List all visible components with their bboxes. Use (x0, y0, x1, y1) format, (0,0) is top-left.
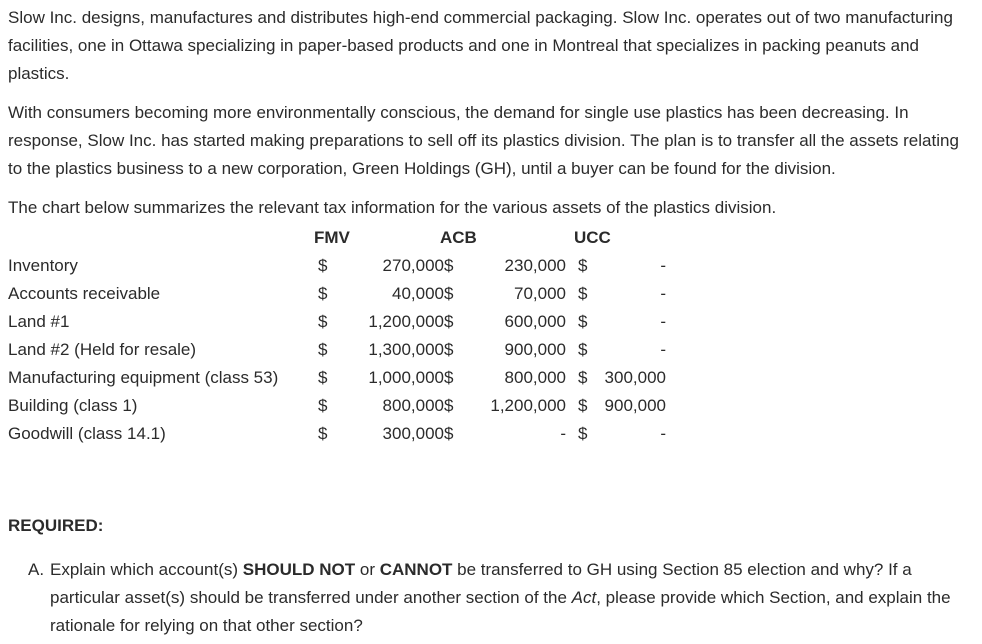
question-act-reference: Act (571, 588, 597, 607)
currency-symbol: $ (578, 284, 588, 303)
currency-symbol: $ (444, 340, 454, 359)
currency-symbol: $ (578, 256, 588, 275)
currency-symbol: $ (444, 312, 454, 331)
acb-value: 70,000 (514, 284, 566, 303)
fmv-value: 1,300,000 (368, 340, 444, 359)
row-label: Inventory (8, 256, 78, 275)
question-text-part: Explain which account(s) (50, 560, 243, 579)
table-row (8, 308, 688, 336)
ucc-value: - (660, 256, 666, 275)
currency-symbol: $ (578, 340, 588, 359)
table-row (8, 336, 688, 364)
ucc-value: - (660, 284, 666, 303)
header-fmv: FMV (314, 228, 350, 247)
ucc-value: 300,000 (604, 368, 666, 387)
question-letter: A. (28, 560, 45, 579)
ucc-value: - (660, 312, 666, 331)
context-paragraph: With consumers becoming more environmentally conscious, the demand for single use plastics has been decreasing. In response, Slow Inc. has started making preparations to sell off its plastics division. The plan is to transfer all the assets relating to the plastics business to a new corporation, Green Holdings (GH), until a buyer can be found for the division. (8, 103, 959, 178)
row-label: Goodwill (class 14.1) (8, 424, 166, 443)
ucc-value: 900,000 (604, 396, 666, 415)
intro-paragraph: Slow Inc. designs, manufactures and distributes high-end commercial packaging. Slow Inc. operates out of two manufacturing facilities, one in Ottawa specializing in paper-based products and one in Montreal that specializes in packing peanuts and plastics. (8, 8, 953, 83)
table-row (8, 420, 688, 448)
fmv-value: 800,000 (382, 396, 444, 415)
required-heading: REQUIRED: (8, 516, 104, 535)
header-ucc: UCC (574, 228, 611, 247)
table-row (8, 252, 688, 280)
row-label: Land #2 (Held for resale) (8, 340, 197, 359)
question-text-part: , please provide which Section, and explain the rationale for relying on that other section? (50, 588, 951, 635)
currency-symbol: $ (578, 396, 588, 415)
fmv-value: 1,200,000 (368, 312, 444, 331)
currency-symbol: $ (318, 312, 328, 331)
currency-symbol: $ (318, 256, 328, 275)
fmv-value: 270,000 (382, 256, 444, 275)
currency-symbol: $ (578, 368, 588, 387)
acb-value: 800,000 (504, 368, 566, 387)
currency-symbol: $ (578, 312, 588, 331)
currency-symbol: $ (318, 284, 328, 303)
question-text (50, 556, 978, 640)
question-text-part: be transferred to GH using Section 85 election and why? If a particular asset(s) should be transferred under another section of the (50, 560, 912, 607)
acb-value: 900,000 (504, 340, 566, 359)
question-a (28, 556, 978, 640)
question-text-part: or (355, 560, 380, 579)
ucc-value: - (660, 424, 666, 443)
table-row (8, 392, 688, 420)
row-label: Manufacturing equipment (class 53) (8, 368, 279, 387)
table-row (8, 364, 688, 392)
currency-symbol: $ (444, 424, 454, 443)
currency-symbol: $ (318, 340, 328, 359)
row-label: Land #1 (8, 312, 70, 331)
currency-symbol: $ (318, 368, 328, 387)
acb-value: 230,000 (504, 256, 566, 275)
header-acb: ACB (440, 228, 477, 247)
row-label: Accounts receivable (8, 284, 161, 303)
question-emphasis-should-not: SHOULD NOT (242, 560, 356, 579)
currency-symbol: $ (444, 396, 454, 415)
currency-symbol: $ (444, 256, 454, 275)
fmv-value: 40,000 (392, 284, 444, 303)
question-emphasis-cannot: CANNOT (379, 560, 453, 579)
fmv-value: 1,000,000 (368, 368, 444, 387)
currency-symbol: $ (318, 396, 328, 415)
row-label: Building (class 1) (8, 396, 138, 415)
currency-symbol: $ (318, 424, 328, 443)
currency-symbol: $ (444, 368, 454, 387)
currency-symbol: $ (578, 424, 588, 443)
acb-value: - (560, 424, 566, 443)
currency-symbol: $ (444, 284, 454, 303)
acb-value: 1,200,000 (490, 396, 566, 415)
table-row (8, 280, 688, 308)
chart-intro-paragraph: The chart below summarizes the relevant tax information for the various assets of the plastics division. (8, 198, 777, 217)
acb-value: 600,000 (504, 312, 566, 331)
ucc-value: - (660, 340, 666, 359)
fmv-value: 300,000 (382, 424, 444, 443)
asset-tax-table (8, 224, 974, 454)
